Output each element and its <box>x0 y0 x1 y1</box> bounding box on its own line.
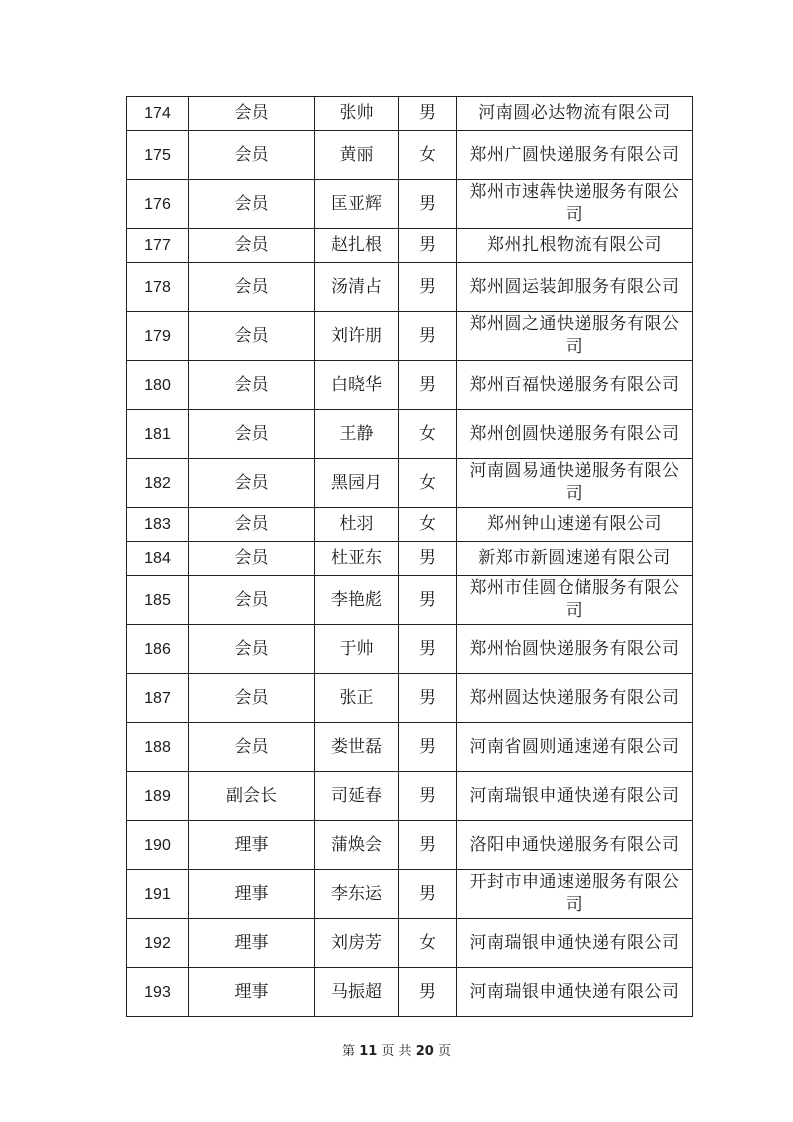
cell-role: 会员 <box>189 131 315 180</box>
cell-gender: 男 <box>399 361 457 410</box>
cell-company: 开封市申通速递服务有限公司 <box>457 870 693 919</box>
cell-company: 郑州广圆快递服务有限公司 <box>457 131 693 180</box>
table-row <box>127 968 693 1017</box>
table-row <box>127 312 693 361</box>
cell-gender: 女 <box>399 508 457 542</box>
cell-role: 会员 <box>189 508 315 542</box>
table-row <box>127 821 693 870</box>
cell-role: 会员 <box>189 97 315 131</box>
cell-company: 河南圆必达物流有限公司 <box>457 97 693 131</box>
table-row <box>127 361 693 410</box>
cell-gender: 男 <box>399 674 457 723</box>
footer-mid: 页 共 <box>381 1044 412 1059</box>
cell-number: 174 <box>127 97 189 131</box>
cell-company: 郑州钟山速递有限公司 <box>457 508 693 542</box>
cell-number: 179 <box>127 312 189 361</box>
cell-number: 192 <box>127 919 189 968</box>
cell-name: 司延春 <box>315 772 399 821</box>
cell-number: 182 <box>127 459 189 508</box>
cell-role: 会员 <box>189 542 315 576</box>
cell-number: 193 <box>127 968 189 1017</box>
cell-name: 王静 <box>315 410 399 459</box>
cell-name: 汤清占 <box>315 263 399 312</box>
cell-company: 郑州百福快递服务有限公司 <box>457 361 693 410</box>
table-row <box>127 542 693 576</box>
table-row <box>127 576 693 625</box>
cell-number: 186 <box>127 625 189 674</box>
cell-gender: 男 <box>399 312 457 361</box>
cell-gender: 男 <box>399 772 457 821</box>
table-row <box>127 229 693 263</box>
cell-gender: 男 <box>399 821 457 870</box>
cell-role: 理事 <box>189 821 315 870</box>
page-footer <box>0 1040 793 1059</box>
cell-name: 黄丽 <box>315 131 399 180</box>
cell-gender: 男 <box>399 542 457 576</box>
cell-name: 刘许朋 <box>315 312 399 361</box>
cell-gender: 男 <box>399 229 457 263</box>
cell-role: 会员 <box>189 361 315 410</box>
cell-role: 会员 <box>189 674 315 723</box>
table-row <box>127 180 693 229</box>
cell-name: 马振超 <box>315 968 399 1017</box>
cell-name: 于帅 <box>315 625 399 674</box>
cell-role: 会员 <box>189 180 315 229</box>
cell-gender: 女 <box>399 410 457 459</box>
cell-gender: 男 <box>399 968 457 1017</box>
cell-company: 郑州创圆快递服务有限公司 <box>457 410 693 459</box>
cell-gender: 男 <box>399 625 457 674</box>
cell-number: 183 <box>127 508 189 542</box>
cell-number: 190 <box>127 821 189 870</box>
cell-name: 张正 <box>315 674 399 723</box>
cell-number: 177 <box>127 229 189 263</box>
cell-company: 郑州市速犇快递服务有限公司 <box>457 180 693 229</box>
cell-company: 河南瑞银申通快递有限公司 <box>457 772 693 821</box>
cell-name: 李东运 <box>315 870 399 919</box>
cell-company: 郑州圆之通快递服务有限公司 <box>457 312 693 361</box>
footer-page-number: 11 <box>359 1044 378 1059</box>
table-row <box>127 772 693 821</box>
cell-name: 赵扎根 <box>315 229 399 263</box>
cell-company: 河南圆易通快递服务有限公司 <box>457 459 693 508</box>
cell-company: 新郑市新圆速递有限公司 <box>457 542 693 576</box>
footer-total-pages: 20 <box>415 1044 434 1059</box>
cell-role: 会员 <box>189 576 315 625</box>
cell-role: 理事 <box>189 870 315 919</box>
cell-role: 理事 <box>189 919 315 968</box>
table-row <box>127 263 693 312</box>
cell-number: 180 <box>127 361 189 410</box>
cell-number: 181 <box>127 410 189 459</box>
cell-company: 河南省圆则通速递有限公司 <box>457 723 693 772</box>
cell-number: 185 <box>127 576 189 625</box>
cell-company: 河南瑞银申通快递有限公司 <box>457 968 693 1017</box>
cell-name: 娄世磊 <box>315 723 399 772</box>
cell-role: 会员 <box>189 312 315 361</box>
cell-role: 会员 <box>189 459 315 508</box>
footer-suffix: 页 <box>437 1044 451 1059</box>
table-row <box>127 723 693 772</box>
cell-company: 郑州怡圆快递服务有限公司 <box>457 625 693 674</box>
table-row <box>127 508 693 542</box>
cell-role: 会员 <box>189 410 315 459</box>
cell-role: 理事 <box>189 968 315 1017</box>
cell-name: 匡亚辉 <box>315 180 399 229</box>
table-row <box>127 674 693 723</box>
cell-name: 杜亚东 <box>315 542 399 576</box>
cell-company: 郑州圆运装卸服务有限公司 <box>457 263 693 312</box>
cell-name: 刘房芳 <box>315 919 399 968</box>
cell-name: 蒲焕会 <box>315 821 399 870</box>
cell-number: 189 <box>127 772 189 821</box>
table-row <box>127 919 693 968</box>
cell-gender: 男 <box>399 576 457 625</box>
cell-name: 张帅 <box>315 97 399 131</box>
cell-number: 184 <box>127 542 189 576</box>
cell-company: 郑州市佳圆仓储服务有限公司 <box>457 576 693 625</box>
table-row <box>127 131 693 180</box>
table-row <box>127 459 693 508</box>
cell-role: 会员 <box>189 263 315 312</box>
cell-gender: 女 <box>399 131 457 180</box>
table-row <box>127 870 693 919</box>
cell-number: 175 <box>127 131 189 180</box>
cell-role: 会员 <box>189 625 315 674</box>
cell-name: 杜羽 <box>315 508 399 542</box>
cell-gender: 女 <box>399 919 457 968</box>
cell-gender: 男 <box>399 97 457 131</box>
cell-role: 副会长 <box>189 772 315 821</box>
cell-name: 李艳彪 <box>315 576 399 625</box>
cell-role: 会员 <box>189 229 315 263</box>
table-row <box>127 625 693 674</box>
cell-number: 176 <box>127 180 189 229</box>
footer-prefix: 第 <box>342 1044 356 1059</box>
cell-role: 会员 <box>189 723 315 772</box>
cell-name: 黑园月 <box>315 459 399 508</box>
cell-gender: 男 <box>399 870 457 919</box>
table-row <box>127 410 693 459</box>
cell-number: 191 <box>127 870 189 919</box>
cell-gender: 男 <box>399 263 457 312</box>
cell-number: 188 <box>127 723 189 772</box>
table-row <box>127 97 693 131</box>
cell-gender: 女 <box>399 459 457 508</box>
cell-name: 白晓华 <box>315 361 399 410</box>
cell-gender: 男 <box>399 180 457 229</box>
cell-company: 郑州扎根物流有限公司 <box>457 229 693 263</box>
cell-company: 洛阳申通快递服务有限公司 <box>457 821 693 870</box>
member-table <box>126 96 693 1017</box>
cell-company: 郑州圆达快递服务有限公司 <box>457 674 693 723</box>
cell-company: 河南瑞银申通快递有限公司 <box>457 919 693 968</box>
cell-gender: 男 <box>399 723 457 772</box>
cell-number: 178 <box>127 263 189 312</box>
member-table-body <box>127 97 693 1017</box>
cell-number: 187 <box>127 674 189 723</box>
